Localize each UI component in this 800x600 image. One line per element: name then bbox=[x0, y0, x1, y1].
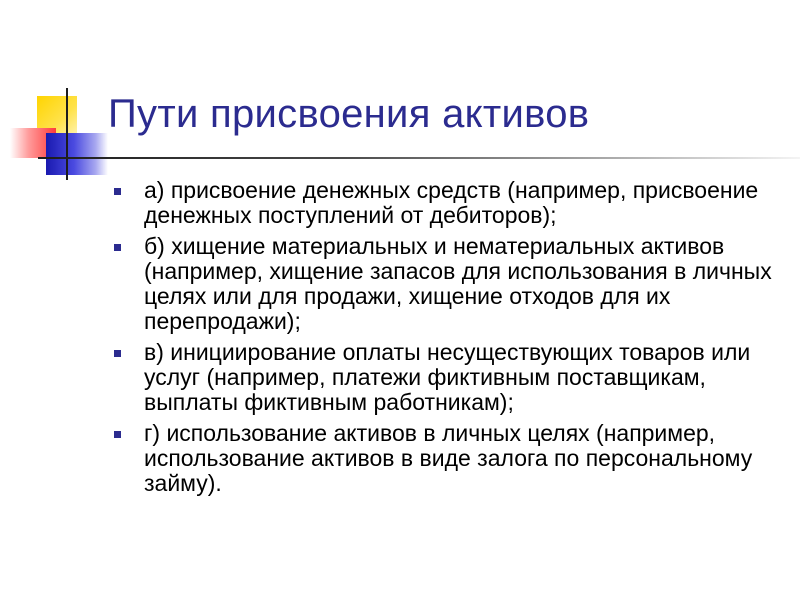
blue-square-decoration bbox=[46, 133, 108, 175]
bullet-item bbox=[110, 421, 790, 496]
bullet-text: а) присвоение денежных средств (например, присвоение денежных поступлений от дебиторов); bbox=[144, 177, 759, 228]
square-bullet-icon bbox=[114, 244, 121, 251]
bullet-text: б) хищение материальных и нематериальных активов (например, хищение запасов для использования в личных целях или для продажи, хищение отходов для их перепродажи); bbox=[144, 233, 772, 334]
square-bullet-icon bbox=[114, 431, 121, 438]
bullet-item bbox=[110, 178, 790, 228]
vertical-rule bbox=[66, 88, 68, 180]
slide-title: Пути присвоения активов bbox=[108, 92, 590, 136]
title-underline bbox=[38, 157, 800, 159]
square-bullet-icon bbox=[114, 350, 121, 357]
bullet-item bbox=[110, 340, 790, 415]
bullet-item bbox=[110, 234, 790, 334]
bullet-list bbox=[110, 178, 790, 502]
bullet-text: г) использование активов в личных целях (например, использование активов в виде залога по персональному займу). bbox=[144, 420, 753, 496]
title-ornament bbox=[0, 0, 120, 190]
square-bullet-icon bbox=[114, 188, 121, 195]
bullet-text: в) инициирование оплаты несуществующих товаров или услуг (например, платежи фиктивным поставщикам, выплаты фиктивным работникам); bbox=[144, 339, 751, 415]
